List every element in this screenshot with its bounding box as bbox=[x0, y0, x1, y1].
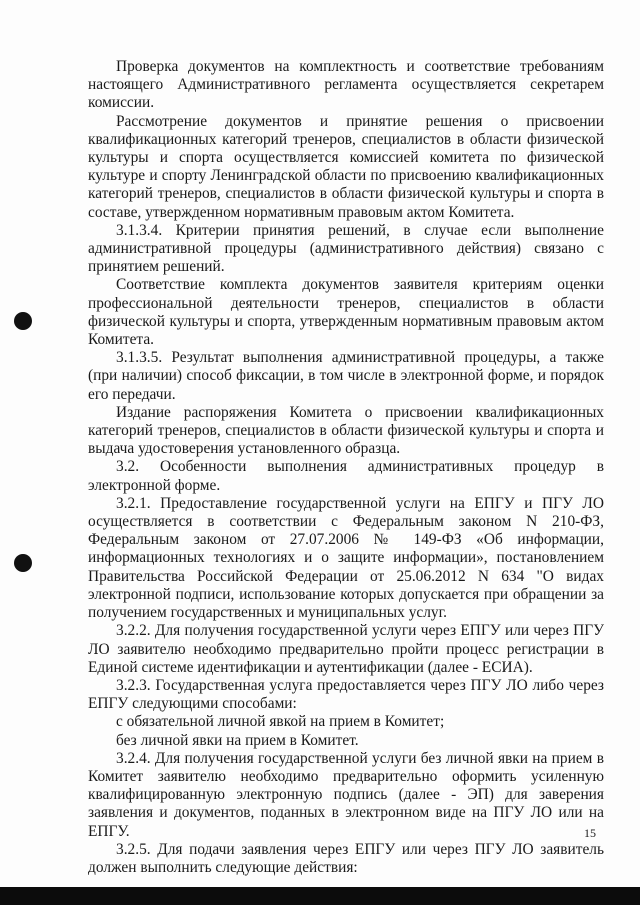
paragraph-commission-review: Рассмотрение документов и принятие решения о присвоении квалификационных категорий тренеров, специалистов в области физической культуры и спорта осуществляется комиссией комитета по физической культуре и спорту Ленинградской области по присвоению квалификационных категорий тренеров, специалистов в области физической культуры и спорта в составе, утвержденном нормативным правовым актом Комитета. bbox=[88, 112, 604, 221]
punch-hole-top bbox=[14, 312, 32, 330]
paragraph-3-2-5: 3.2.5. Для подачи заявления через ЕПГУ или через ПГУ ЛО заявитель должен выполнить следующие действия: bbox=[88, 840, 604, 876]
scan-edge-bar bbox=[0, 887, 640, 905]
punch-hole-bottom bbox=[14, 554, 32, 572]
paragraph-3-2-1: 3.2.1. Предоставление государственной услуги на ЕПГУ и ПГУ ЛО осуществляется в соответствии с Федеральным законом N 210-ФЗ, Федеральным законом от 27.07.2006 № 149-ФЗ «Об информации, информационных технологиях и о защите информации», постановлением Правительства Российской Федерации от 25.06.2012 N 634 "О видах электронной подписи, использование которых допускается при обращении за получением государственных и муниципальных услуг. bbox=[88, 494, 604, 622]
paragraph-3-1-3-5: 3.1.3.5. Результат выполнения административной процедуры, а также (при наличии) способ фиксации, в том числе в электронной форме, и порядок его передачи. bbox=[88, 349, 604, 403]
page-number: 15 bbox=[584, 826, 596, 840]
paragraph-3-2-4: 3.2.4. Для получения государственной услуги без личной явки на прием в Комитет заявителю необходимо предварительно оформить усиленную квалифицированную электронную подпись (далее - ЭП) для заверения заявления и документов, поданных в электронном виде на ПГУ ЛО или на ЕПГУ. bbox=[88, 749, 604, 840]
paragraph-criteria: Соответствие комплекта документов заявителя критериям оценки профессиональной деятельности тренеров, специалистов в области физической культуры и спорта, утвержденным нормативным правовым актом Комитета. bbox=[88, 276, 604, 349]
paragraph-with-visit: с обязательной личной явкой на прием в Комитет; bbox=[116, 713, 445, 731]
paragraph-order-issuance: Издание распоряжения Комитета о присвоении квалификационных категорий тренеров, специалистов в области физической культуры и спорта и выдача удостоверения установленного образца. bbox=[88, 403, 604, 458]
paragraph-3-2: 3.2. Особенности выполнения административных процедур в электронной форме. bbox=[88, 458, 604, 494]
paragraph-without-visit: без личной явки на прием в Комитет. bbox=[116, 731, 359, 749]
paragraph-3-2-3: 3.2.3. Государственная услуга предоставляется через ПГУ ЛО либо через ЕПГУ следующими способами: bbox=[88, 676, 604, 713]
document-body bbox=[88, 58, 604, 877]
paragraph-3-2-2: 3.2.2. Для получения государственной услуги через ЕПГУ или через ПГУ ЛО заявителю необходимо предварительно пройти процесс регистрации в Единой системе идентификации и аутентификации (далее - ЕСИА). bbox=[88, 622, 604, 676]
paragraph-secretary-check: Проверка документов на комплектность и соответствие требованиям настоящего Административного регламента осуществляется секретарем комиссии. bbox=[88, 58, 604, 112]
paragraph-3-1-3-4: 3.1.3.4. Критерии принятия решений, в случае если выполнение административной процедуры (административного действия) связано с принятием решений. bbox=[88, 221, 604, 276]
